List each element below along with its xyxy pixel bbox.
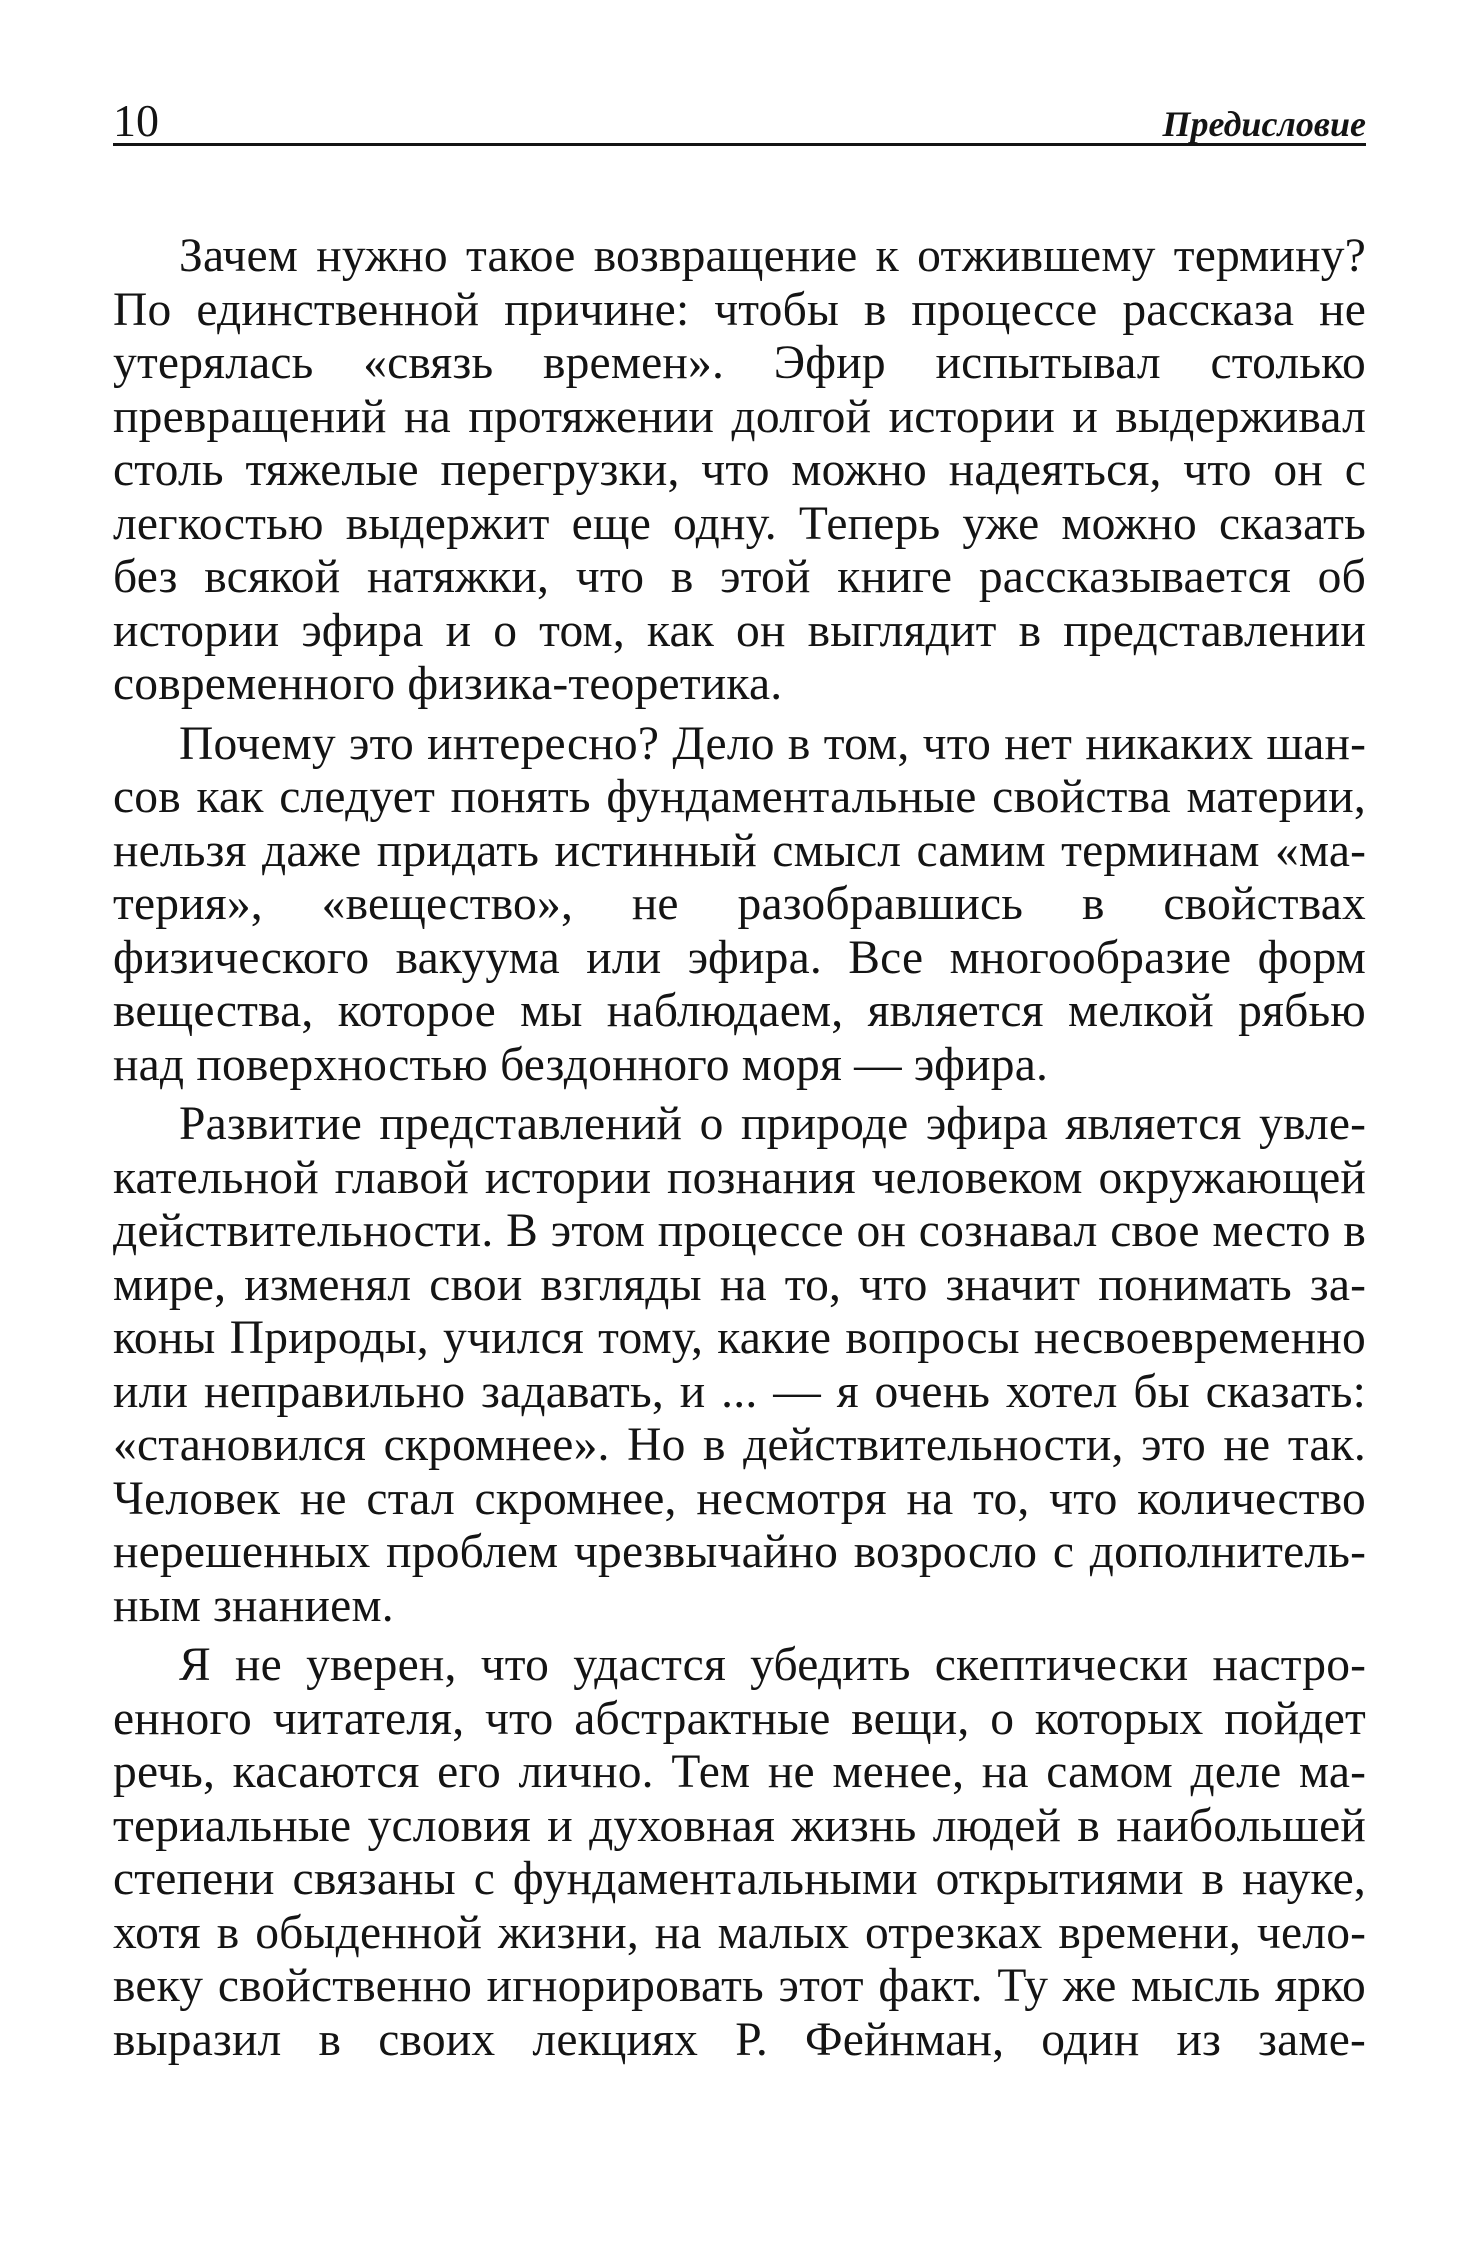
page-number: 10: [113, 95, 159, 146]
paragraph-3: Развитие представлений о природе эфира является увлекательной главой истории познания человеком окружающей действительности. В этом процессе он сознавал свое место в мире, изменял свои взгляды на то, что значит понимать законы Природы, учился тому, какие вопросы несвоевременно или неправильно задавать, и ... — я очень хотел бы сказать: «становился скромнее». Но в действительности, это не так. Человек не стал скромнее, несмотря на то, что количество нерешенных проблем чрезвычайно возросло с дополнительным знанием.: [113, 1098, 1366, 1632]
paragraph-2: Почему это интересно? Дело в том, что нет никаких шансов как следует понять фундаментальные свойства материи, нельзя даже придать истинный смысл самим терминам «материя», «вещество», не разобравшись в свойствах физического вакуума или эфира. Все многообразие форм вещества, которое мы наблюдаем, является мелкой рябью над поверхностью бездонного моря — эфира.: [113, 717, 1366, 1091]
body-text: [113, 230, 1366, 2067]
header-rule: [113, 143, 1366, 146]
paragraph-4: Я не уверен, что удастся убедить скептически настроенного читателя, что абстрактные вещи, о которых пойдет речь, касаются его лично. Тем не менее, на самом деле материальные условия и духовная жизнь людей в наибольшей степени связаны с фундаментальными открытиями в науке, хотя в обыденной жизни, на малых отрезках времени, человеку свойственно игнорировать этот факт. Ту же мысль ярко выразил в своих лекциях Р. Фейнман, один из заме-: [113, 1639, 1366, 2066]
running-head: [113, 88, 1366, 148]
section-title: Предисловие: [1162, 104, 1366, 144]
paragraph-1: Зачем нужно такое возвращение к отжившему термину? По единственной причине: чтобы в процессе рассказа не утерялась «связь времен». Эфир испытывал столько превращений на протяжении долгой истории и выдерживал столь тяжелые перегрузки, что можно надеяться, что он с легкостью выдержит еще одну. Теперь уже можно сказать без всякой натяжки, что в этой книге рассказывается об истории эфира и о том, как он выглядит в представлении современного физика-теоретика.: [113, 230, 1366, 710]
